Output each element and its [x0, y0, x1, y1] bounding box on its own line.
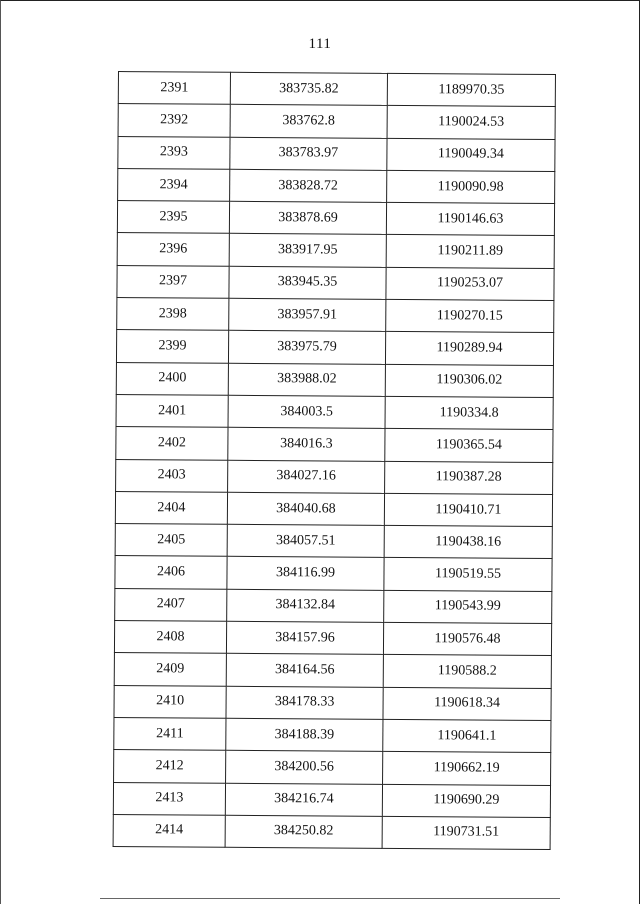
point-id-cell: 2403 [116, 459, 228, 492]
x-coordinate-cell: 383917.95 [229, 234, 386, 267]
x-coordinate-cell: 383762.8 [230, 105, 387, 138]
point-id-cell: 2391 [118, 72, 230, 105]
y-coordinate-cell: 1190641.1 [383, 719, 551, 752]
x-coordinate-cell: 384200.56 [226, 751, 383, 784]
table-row [116, 394, 553, 429]
table-row [118, 72, 555, 107]
point-id-cell: 2402 [116, 427, 228, 460]
table-row [117, 201, 554, 236]
table-row [115, 588, 552, 623]
table-row [114, 750, 551, 785]
y-coordinate-cell: 1190090.98 [387, 170, 555, 203]
point-id-cell: 2409 [114, 653, 226, 686]
table-row [117, 233, 554, 268]
y-coordinate-cell: 1190438.16 [384, 526, 552, 559]
y-coordinate-cell: 1190334.8 [385, 396, 553, 429]
table-row [116, 362, 553, 397]
point-id-cell: 2411 [114, 717, 226, 750]
x-coordinate-cell: 383878.69 [229, 201, 386, 234]
point-id-cell: 2408 [114, 621, 226, 654]
x-coordinate-cell: 384116.99 [227, 557, 384, 590]
y-coordinate-cell: 1190519.55 [384, 558, 552, 591]
table-row [115, 491, 552, 526]
y-coordinate-cell: 1190270.15 [386, 299, 554, 332]
x-coordinate-cell: 384040.68 [227, 492, 384, 525]
y-coordinate-cell: 1190662.19 [383, 752, 551, 785]
point-id-cell: 2393 [118, 136, 230, 169]
point-id-cell: 2406 [115, 556, 227, 589]
y-coordinate-cell: 1190289.94 [385, 332, 553, 365]
y-coordinate-cell: 1190049.34 [387, 138, 555, 171]
table-row [113, 782, 550, 817]
x-coordinate-cell: 384016.3 [228, 428, 385, 461]
x-coordinate-cell: 384164.56 [226, 654, 383, 687]
x-coordinate-cell: 384057.51 [227, 524, 384, 557]
point-id-cell: 2398 [117, 298, 229, 331]
point-id-cell: 2410 [114, 685, 226, 718]
point-id-cell: 2394 [118, 168, 230, 201]
table-row [116, 427, 553, 462]
table-row [113, 814, 550, 849]
table-row [114, 653, 551, 688]
table-row [118, 104, 555, 139]
y-coordinate-cell: 1190618.34 [383, 687, 551, 720]
point-id-cell: 2414 [113, 814, 225, 847]
coordinate-table-wrapper [113, 71, 555, 850]
table-row [115, 556, 552, 591]
table-row [118, 168, 555, 203]
x-coordinate-cell: 384003.5 [228, 395, 385, 428]
y-coordinate-cell: 1190306.02 [385, 364, 553, 397]
y-coordinate-cell: 1189970.35 [387, 73, 555, 106]
x-coordinate-cell: 384132.84 [227, 589, 384, 622]
table-row [114, 621, 551, 656]
coordinate-table-body [113, 72, 555, 850]
y-coordinate-cell: 1190387.28 [385, 461, 553, 494]
y-coordinate-cell: 1190211.89 [386, 235, 554, 268]
table-row [116, 459, 553, 494]
x-coordinate-cell: 383783.97 [230, 137, 387, 170]
x-coordinate-cell: 383988.02 [228, 363, 385, 396]
table-row [114, 717, 551, 752]
x-coordinate-cell: 384188.39 [226, 718, 383, 751]
x-coordinate-cell: 384216.74 [225, 783, 382, 816]
x-coordinate-cell: 384157.96 [226, 621, 383, 654]
y-coordinate-cell: 1190146.63 [386, 203, 554, 236]
x-coordinate-cell: 383945.35 [229, 266, 386, 299]
x-coordinate-cell: 383957.91 [229, 298, 386, 331]
point-id-cell: 2401 [116, 394, 228, 427]
table-row [116, 330, 553, 365]
y-coordinate-cell: 1190588.2 [383, 655, 551, 688]
point-id-cell: 2397 [117, 265, 229, 298]
table-row [118, 136, 555, 171]
table-row [117, 265, 554, 300]
point-id-cell: 2407 [115, 588, 227, 621]
point-id-cell: 2395 [117, 201, 229, 234]
y-coordinate-cell: 1190731.51 [382, 816, 550, 849]
table-row [117, 298, 554, 333]
x-coordinate-cell: 383828.72 [230, 169, 387, 202]
point-id-cell: 2392 [118, 104, 230, 137]
point-id-cell: 2413 [113, 782, 225, 815]
point-id-cell: 2404 [115, 491, 227, 524]
page-number: 111 [308, 36, 332, 52]
y-coordinate-cell: 1190690.29 [382, 784, 550, 817]
x-coordinate-cell: 383975.79 [228, 331, 385, 364]
point-id-cell: 2400 [116, 362, 228, 395]
point-id-cell: 2405 [115, 524, 227, 557]
x-coordinate-cell: 384027.16 [228, 460, 385, 493]
x-coordinate-cell: 384250.82 [225, 815, 382, 848]
x-coordinate-cell: 383735.82 [230, 72, 387, 105]
y-coordinate-cell: 1190543.99 [384, 590, 552, 623]
point-id-cell: 2396 [117, 233, 229, 266]
table-row [115, 524, 552, 559]
y-coordinate-cell: 1190576.48 [383, 622, 551, 655]
point-id-cell: 2412 [114, 750, 226, 783]
table-row [114, 685, 551, 720]
y-coordinate-cell: 1190024.53 [387, 106, 555, 139]
y-coordinate-cell: 1190365.54 [385, 429, 553, 462]
y-coordinate-cell: 1190253.07 [386, 267, 554, 300]
point-id-cell: 2399 [116, 330, 228, 363]
bottom-rule [100, 898, 560, 899]
y-coordinate-cell: 1190410.71 [384, 493, 552, 526]
x-coordinate-cell: 384178.33 [226, 686, 383, 719]
coordinate-table [113, 71, 556, 850]
